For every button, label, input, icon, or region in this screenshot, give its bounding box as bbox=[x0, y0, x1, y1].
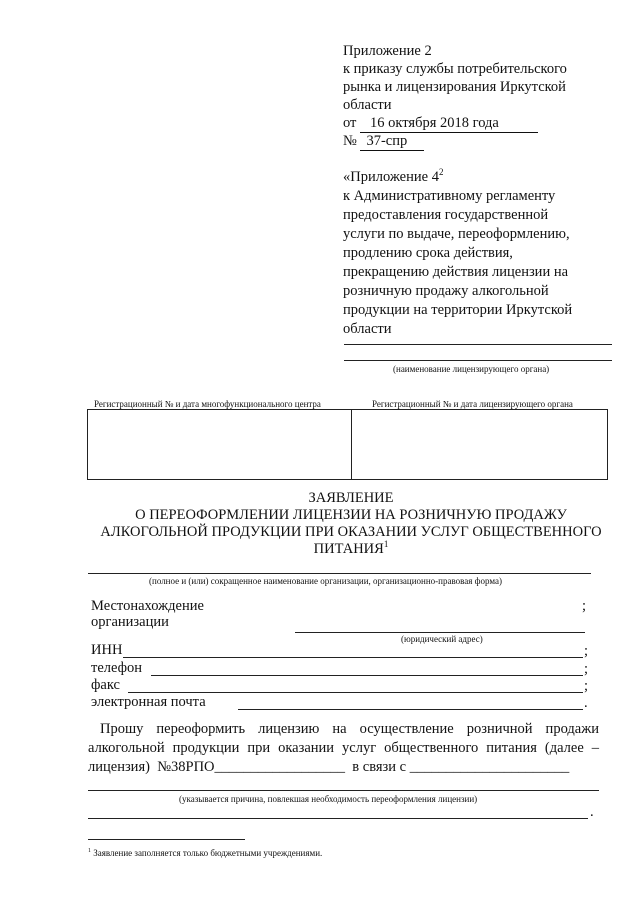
reg-mfc-cell[interactable] bbox=[88, 410, 352, 479]
header-date-line bbox=[343, 115, 538, 133]
regulation-line: к Административному регламенту bbox=[343, 188, 556, 204]
fax-input[interactable] bbox=[128, 692, 583, 693]
footnote-mark: 1 bbox=[88, 848, 91, 854]
header-order-line: рынка и лицензирования Иркутской bbox=[343, 79, 566, 95]
form-title-line: АЛКОГОЛЬНОЙ ПРОДУКЦИИ ПРИ ОКАЗАНИИ УСЛУГ ОБЩЕСТВЕННОГО bbox=[100, 524, 602, 540]
number-prefix: № bbox=[343, 133, 357, 149]
authority-line-1[interactable] bbox=[344, 344, 612, 345]
license-number-blank[interactable]: __________________ bbox=[214, 759, 346, 775]
footnote bbox=[88, 848, 322, 858]
fax-semicolon: ; bbox=[584, 678, 589, 694]
regulation-line: продлению срока действия, bbox=[343, 245, 513, 261]
address-caption: (юридический адрес) bbox=[401, 634, 483, 644]
location-label: Местонахождение bbox=[91, 598, 204, 614]
header-appendix: Приложение 2 bbox=[343, 43, 432, 59]
fax-label: факс bbox=[91, 677, 120, 693]
form-title: ЗАЯВЛЕНИЕ bbox=[308, 490, 394, 506]
location-label-2: организации bbox=[91, 614, 169, 630]
from-prefix: от bbox=[343, 115, 357, 131]
authority-line-2[interactable] bbox=[344, 360, 612, 361]
in-connection-label: в связи с bbox=[352, 759, 407, 775]
reg-mfc-label: Регистрационный № и дата многофункционального центра bbox=[94, 399, 321, 409]
appendix-sup: 2 bbox=[438, 167, 444, 178]
regulation-line: розничную продажу алкогольной bbox=[343, 283, 549, 299]
inn-semicolon: ; bbox=[584, 643, 589, 659]
phone-label: телефон bbox=[91, 660, 143, 676]
form-title-line bbox=[86, 541, 616, 558]
title-footnote-ref: 1 bbox=[383, 539, 389, 550]
org-name-line[interactable] bbox=[88, 573, 591, 574]
phone-semicolon: ; bbox=[584, 661, 589, 677]
reason-line[interactable] bbox=[88, 790, 599, 791]
regulation-line: услуги по выдаче, переоформлению, bbox=[343, 226, 570, 242]
header-date: 16 октября 2018 года bbox=[360, 115, 538, 133]
address-line[interactable] bbox=[295, 632, 585, 633]
appendix-label: «Приложение 4 bbox=[343, 169, 439, 185]
email-label: электронная почта bbox=[91, 694, 206, 710]
inn-label: ИНН bbox=[91, 642, 123, 658]
form-title-line: О ПЕРЕОФОРМЛЕНИИ ЛИЦЕНЗИИ НА РОЗНИЧНУЮ ПРОДАЖУ bbox=[135, 507, 567, 523]
reason-caption: (указывается причина, повлекшая необходимость переоформления лицензии) bbox=[179, 794, 478, 804]
footnote-text: Заявление заполняется только бюджетными учреждениями. bbox=[93, 848, 323, 858]
footnote-separator bbox=[88, 839, 245, 840]
regulation-line: прекращению действия лицензии на bbox=[343, 264, 569, 280]
reg-authority-cell[interactable] bbox=[352, 410, 607, 479]
request-paragraph bbox=[88, 720, 599, 777]
email-period: . bbox=[584, 695, 588, 711]
inn-input[interactable] bbox=[123, 657, 583, 658]
regulation-line: предоставления государственной bbox=[343, 207, 549, 223]
regulation-line: продукции на территории Иркутской bbox=[343, 302, 573, 318]
phone-input[interactable] bbox=[151, 675, 583, 676]
license-number: №38РПО bbox=[157, 759, 215, 775]
reason-line-2[interactable] bbox=[88, 818, 588, 819]
reg-authority-label: Регистрационный № и дата лицензирующего органа bbox=[372, 399, 573, 409]
email-input[interactable] bbox=[238, 709, 583, 710]
location-semicolon: ; bbox=[582, 598, 587, 614]
regulation-line: области bbox=[343, 321, 392, 337]
header-order-line: области bbox=[343, 97, 392, 113]
form-title-last: ПИТАНИЯ bbox=[313, 541, 384, 557]
authority-caption: (наименование лицензирующего органа) bbox=[393, 364, 550, 374]
request-text: Прошу переоформить лицензию на осуществление розничной продажи алкогольной продукции при оказании услуг общественного питания (далее – лицензия) bbox=[88, 721, 599, 775]
registration-box bbox=[87, 409, 608, 480]
header-order-line: к приказу службы потребительского bbox=[343, 61, 567, 77]
reason-period: . bbox=[590, 804, 594, 820]
org-name-caption: (полное и (или) сокращенное наименование организации, организационно-правовая форма) bbox=[149, 576, 502, 586]
header-number: 37-спр bbox=[360, 133, 424, 151]
reason-blank[interactable]: ______________________ bbox=[409, 759, 570, 775]
regulation-appendix bbox=[343, 169, 443, 186]
header-number-line bbox=[343, 133, 424, 151]
